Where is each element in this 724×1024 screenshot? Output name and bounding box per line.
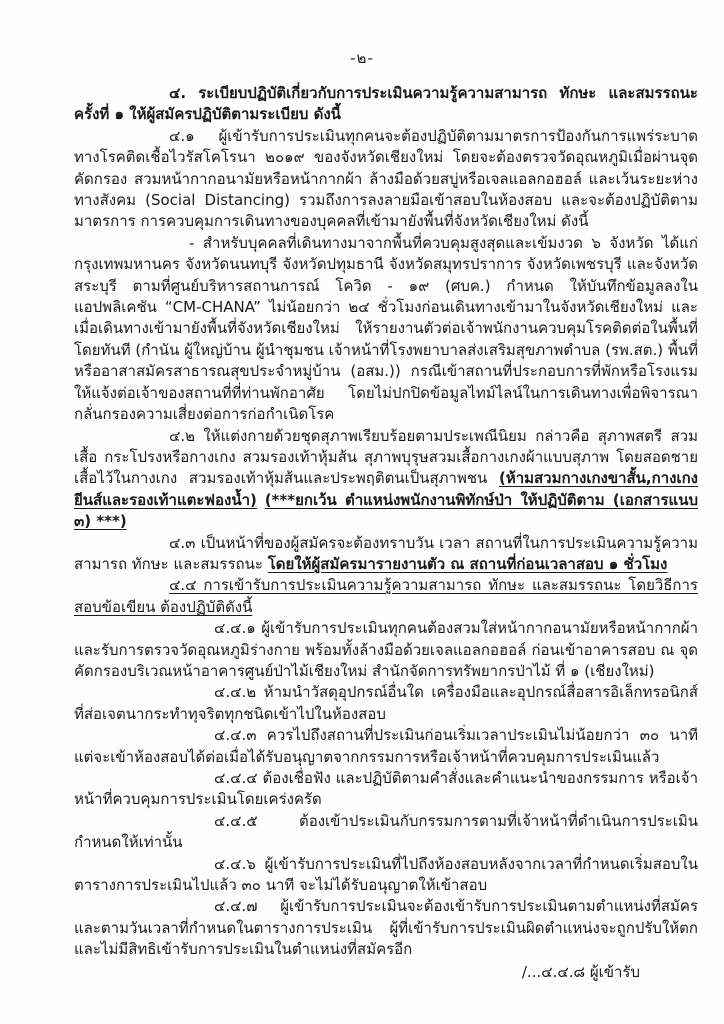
item-4-2-text: ๔.๒ ให้แต่งกายด้วยชุดสุภาพเรียบร้อยตามประเพณีนิยม กล่าวคือ สุภาพสตรี สวมเสื้อ กระโปรงหรือกางเกง สวมรองเท้าหุ้มส้น สุภาพบุรุษสวมเสื้อกางเกงผ้าแบบสุภาพ โดยสอดชายเสื้อไว้ในกางเกง สวมรองเท้าหุ้มส้นและประพฤติตนเป็นสุภาพชน — [74, 426, 698, 488]
item-4-4-4 — [74, 768, 698, 811]
item-4-3-text: โดยให้ผู้สมัครมารายงานตัว ณ สถานที่ก่อนเวลาสอบ ๑ ชั่วโมง — [267, 554, 668, 573]
item-4-4-5-text: ๔.๔.๕ ต้องเข้าประเมินกับกรรมการตามที่เจ้าหน้าที่ดำเนินการประเมินกำหนดให้เท่านั้น — [74, 811, 698, 852]
item-4-4-1 — [74, 618, 698, 682]
footer-continuation-note: /...๔.๔.๘ ผู้เข้ารับ — [521, 963, 640, 981]
item-4-4-5 — [74, 811, 698, 854]
item-4-2-text: (ห้ามสวมกางเกงขาสั้น,กางเกงยีนส์และรองเท้าแตะฟองน้ำ) — [74, 469, 698, 509]
item-4-4-1-text: ๔.๔.๑ ผู้เข้ารับการประเมินทุกคนต้องสวมใส่หน้ากากอนามัยหรือหน้ากากผ้า และรับการตรวจวัดอุณหภูมิร่างกาย พร้อมทั้งล้างมือด้วยเจลแอลกอฮอล์ ก่อนเข้าอาคารสอบ ณ จุดคัดกรองบริเวณหน้าอาคารศูนย์ป่าไม้เชียงใหม่ สำนักจัดการทรัพยากรป่าไม้ ที่ ๑ (เชียงใหม่) — [74, 619, 698, 680]
page-number: -๒- — [350, 49, 374, 67]
item-4-4-2 — [74, 682, 698, 725]
item-4-1-dash — [74, 233, 698, 426]
item-4-1-text: ๔.๑ ผู้เข้ารับการประเมินทุกคนจะต้องปฏิบัติตามมาตรการป้องกันการแพร่ระบาดทางโรคติดเชื้อไวรัสโคโรนา ๒๐๑๙ ของจังหวัดเชียงใหม่ โดยจะต้องตรวจวัดอุณหภูมิเมื่อผ่านจุดคัดกรอง สวมหน้ากากอนามัยหรือหน้ากากผ้า ล้างมือด้วยสบู่หรือเจลแอลกอฮอล์ และเว้นระยะห่างทางสังคม (Social Distancing) รวมถึงการลงลายมือเข้าสอบในห้องสอบ และจะต้องปฏิบัติตามมาตรการ การควบคุมการเดินทางของบุคคลที่เข้ามายังพื้นที่จังหวัดเชียงใหม่ ดังนี้ — [74, 126, 698, 231]
item-4-4 — [74, 575, 698, 618]
item-4-4-3 — [74, 725, 698, 768]
item-4-4-7 — [74, 896, 698, 960]
item-4-4-4-text: ๔.๔.๔ ต้องเชื่อฟัง และปฏิบัติตามคำสั่งและคำแนะนำของกรรมการ หรือเจ้าหน้าที่ควบคุมการประเมินโดยเคร่งครัด — [74, 769, 698, 809]
item-4-3 — [74, 533, 698, 576]
item-4-1-dash-text: - สำหรับบุคคลที่เดินทางมาจากพื้นที่ควบคุมสูงสุดและเข้มงวด ๖ จังหวัด ได้แก่ กรุงเทพมหานคร จังหวัดนนทบุรี จังหวัดปทุมธานี จังหวัดสมุทรปราการ จังหวัดเพชรบุรี และจังหวัดสระบุรี ตามที่ศูนย์บริหารสถานการณ์ โควิด - ๑๙ (ศบค.) กำหนด ให้บันทึกข้อมูลลงในแอปพลิเคชัน “CM-CHANA” ไม่น้อยกว่า ๒๔ ชั่วโมงก่อนเดินทางเข้ามาในจังหวัดเชียงใหม่ และเมื่อเดินทางเข้ามายังพื้นที่จังหวัดเชียงใหม่ ให้รายงานตัวต่อเจ้าพนักงานควบคุมโรคติดต่อในพื้นที่โดยทันที (กำนัน ผู้ใหญ่บ้าน ผู้นำชุมชน เจ้าหน้าที่โรงพยาบาลส่งเสริมสุขภาพตำบล (รพ.สต.) พื้นที่ หรืออาสาสมัครสาธารณสุขประจำหมู่บ้าน (อสม.)) กรณีเข้าสถานที่ประกอบการที่พักหรือโรงแรม ให้แจ้งต่อเจ้าของสถานที่ที่ท่านพักอาศัย โดยไม่ปกปิดข้อมูลไทม์ไลน์ในการเดินทางเพื่อพิจารณากลั่นกรองความเสี่ยงต่อการก่อกำเนิดโรค — [74, 233, 698, 424]
item-4-4-6-text: ๔.๔.๖ ผู้เข้ารับการประเมินที่ไปถึงห้องสอบหลังจากเวลาที่กำหนดเริ่มสอบในตารางการประเมินไปแล้ว ๓๐ นาที จะไม่ได้รับอนุญาตให้เข้าสอบ — [74, 854, 698, 895]
item-4-2-text: (***ยกเว้น ตำแหน่งพนักงานพิทักษ์ป่า ให้ปฏิบัติตาม (เอกสารแนบ ๓) ***) — [74, 490, 698, 531]
item-4-4-7-text: ๔.๔.๗ ผู้เข้ารับการประเมินจะต้องเข้ารับการประเมินตามตำแหน่งที่สมัคร และตามวันเวลาที่กำหนดในตารางการประเมิน ผู้ที่เข้ารับการประเมินผิดตำแหน่งจะถูกปรับให้ตกและไม่มีสิทธิเข้ารับการประเมินในตำแหน่งที่สมัครอีก — [74, 897, 698, 959]
section-4-heading-text: ๔. ระเบียบปฏิบัติเกี่ยวกับการประเมินความรู้ความสามารถ ทักษะ และสมรรถนะ ครั้งที่ ๑ ให้ผู้สมัครปฏิบัติตามระเบียบ ดังนี้ — [74, 84, 698, 124]
item-4-1 — [74, 126, 698, 233]
document-body — [0, 68, 724, 961]
item-4-4-2-text: ๔.๔.๒ ห้ามนำวัสดุอุปกรณ์อื่นใด เครื่องมือและอุปกรณ์สื่อสารอิเล็กทรอนิกส์ที่ส่อเจตนากระทำทุจริตทุกชนิดเข้าไปในห้องสอบ — [74, 683, 698, 723]
item-4-4-text: ๔.๔ การเข้ารับการประเมินความรู้ความสามารถ ทักษะ และสมรรถนะ โดยวิธีการสอบข้อเขียน ต้องปฏิบัติดังนี้ — [74, 576, 698, 616]
item-4-4-3-text: ๔.๔.๓ ควรไปถึงสถานที่ประเมินก่อนเริ่มเวลาประเมินไม่น้อยกว่า ๓๐ นาที แต่จะเข้าห้องสอบได้ต่อเมื่อได้รับอนุญาตจากกรรมการหรือเจ้าหน้าที่ควบคุมการประเมินแล้ว — [74, 726, 698, 766]
item-4-4-6 — [74, 854, 698, 897]
item-4-2-text — [257, 491, 265, 509]
item-4-3-text: ๔.๓ เป็นหน้าที่ของผู้สมัครจะต้องทราบวัน เวลา สถานที่ในการประเมินความรู้ความสามารถ ทักษะ และสมรรถนะ — [74, 533, 698, 573]
section-4-heading — [74, 83, 698, 126]
item-4-2 — [74, 426, 698, 533]
